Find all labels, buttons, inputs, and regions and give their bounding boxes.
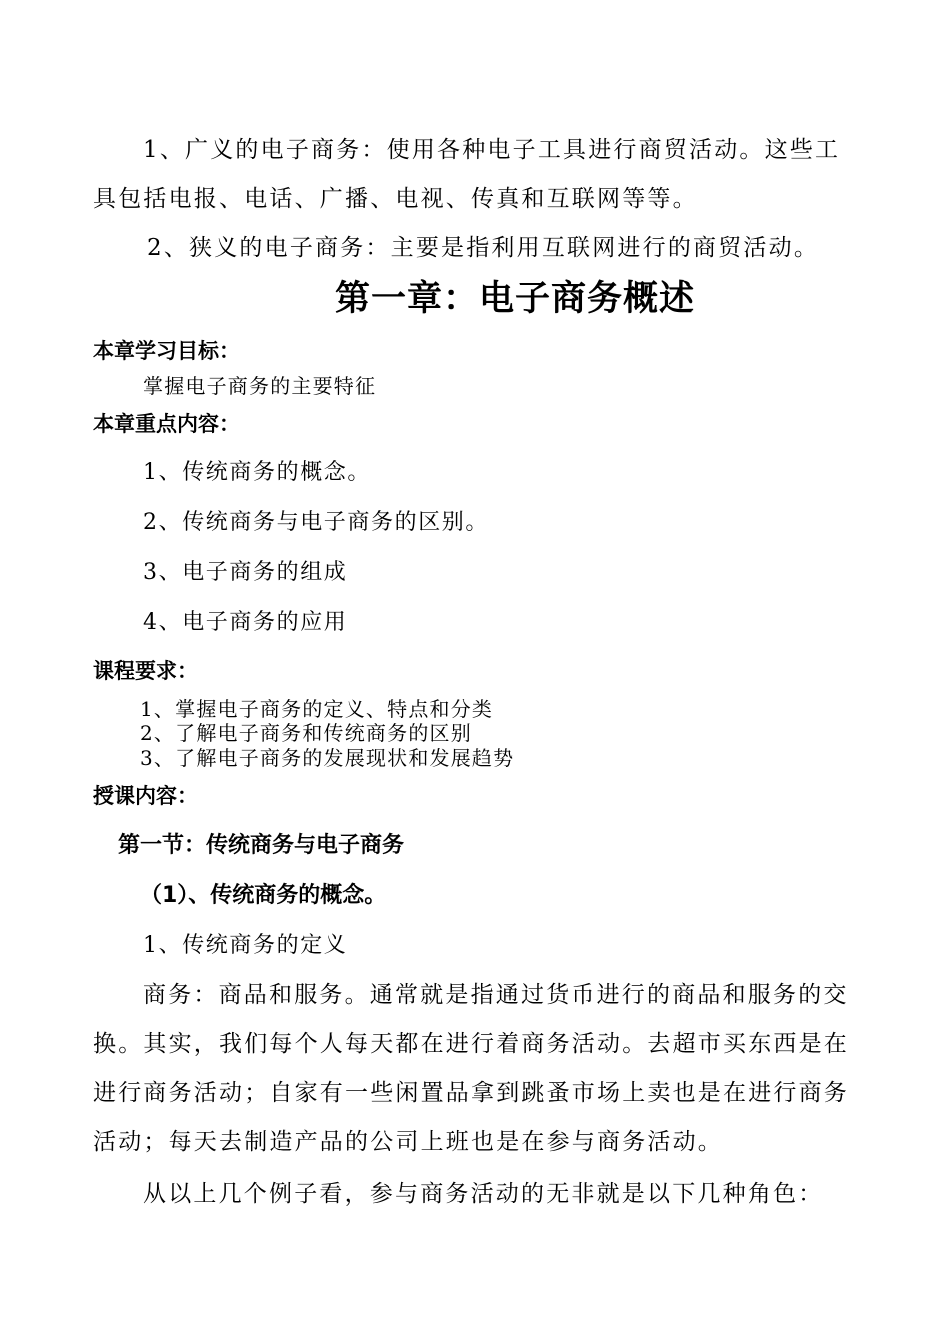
key-point-item: 4、电子商务的应用 (143, 610, 348, 635)
paragraph-line: 活动；每天去制造产品的公司上班也是在参与商务活动。 (93, 1129, 723, 1155)
objectives-text: 掌握电子商务的主要特征 (143, 374, 377, 398)
requirements-heading: 课程要求： (93, 659, 198, 683)
requirement-item: 3、了解电子商务的发展现状和发展趋势 (140, 746, 515, 770)
paragraph-line: 换。其实，我们每个人每天都在进行着商务活动。去超市买东西是在 (93, 1031, 849, 1057)
key-point-item: 1、传统商务的概念。 (143, 460, 371, 485)
key-point-item: 3、电子商务的组成 (143, 560, 348, 585)
requirement-item: 2、了解电子商务和传统商务的区别 (140, 721, 472, 745)
teaching-heading: 授课内容： (93, 784, 198, 808)
closing-line: 从以上几个例子看，参与商务活动的无非就是以下几种角色： (143, 1181, 824, 1207)
subsection-title: （1）、传统商务的概念。 (140, 883, 387, 908)
chapter-title: 第一章：电子商务概述 (335, 279, 696, 319)
broad-definition-line-1: 1、广义的电子商务：使用各种电子工具进行商贸活动。这些工 (143, 137, 841, 163)
section-title: 第一节：传统商务与电子商务 (118, 833, 405, 858)
key-point-item: 2、传统商务与电子商务的区别。 (143, 510, 489, 535)
requirement-item: 1、掌握电子商务的定义、特点和分类 (140, 697, 494, 721)
narrow-definition: 2、狭义的电子商务：主要是指利用互联网进行的商贸活动。 (147, 235, 820, 261)
paragraph-line: 进行商务活动；自家有一些闲置品拿到跳蚤市场上卖也是在进行商务 (93, 1080, 849, 1106)
paragraph-line: 商务：商品和服务。通常就是指通过货币进行的商品和服务的交 (143, 982, 849, 1008)
broad-definition-line-2: 具包括电报、电话、广播、电视、传真和互联网等等。 (93, 186, 698, 212)
key-points-heading: 本章重点内容： (93, 412, 240, 436)
objectives-heading: 本章学习目标： (93, 339, 240, 363)
item-title: 1、传统商务的定义 (143, 933, 348, 958)
